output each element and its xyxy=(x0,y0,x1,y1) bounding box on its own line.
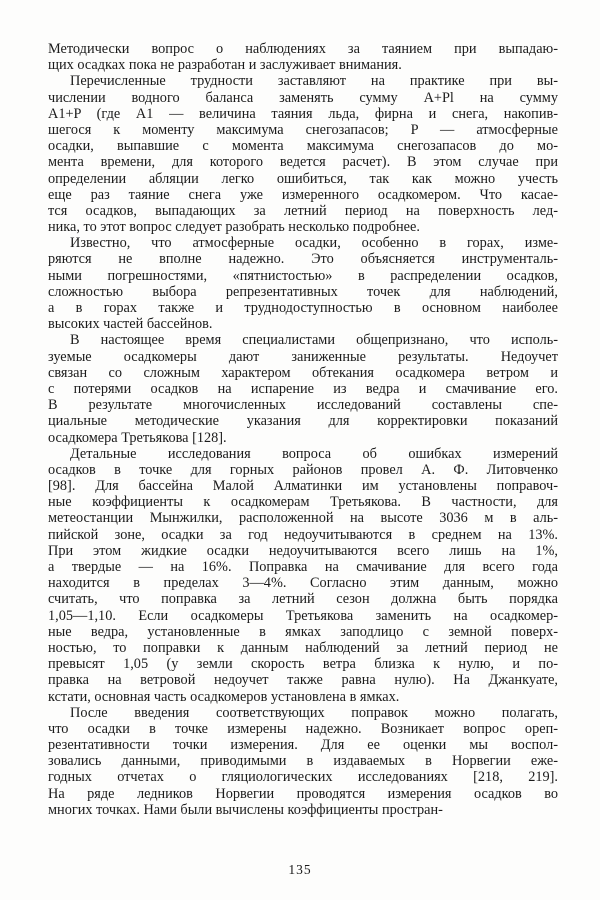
paragraph xyxy=(48,705,558,818)
text-line: превысят 1,05 (у земли скорость ветра близка к нулю, и по- xyxy=(48,656,558,673)
text-line: шегося к моменту максимума снегозапасов; P — атмосферные xyxy=(48,121,558,138)
text-line: многих точках. Нами были вычислены коэффициенты простран- xyxy=(48,801,443,818)
text-line: В результате многочисленных исследований составлены спе- xyxy=(48,397,558,414)
text-line: находится в пределах 3—4%. Согласно этим данным, можно xyxy=(48,575,558,592)
text-line: определении абляции легко ошибиться, так как можно учесть xyxy=(48,170,558,187)
text-line: щих осадках пока не разработан и заслуживает внимания. xyxy=(48,57,402,74)
paragraph xyxy=(48,41,558,73)
text-line: зуемые осадкомеры дают заниженные результаты. Недоучет xyxy=(48,348,558,365)
text-line: После введения соответствующих поправок можно полагать, xyxy=(70,704,558,721)
text-line: A1+P (где A1 — величина таяния льда, фирна и снега, накопив- xyxy=(48,105,558,122)
text-line: Известно, что атмосферные осадки, особенно в горах, изме- xyxy=(70,235,558,252)
text-line: Перечисленные трудности заставляют на практике при вы- xyxy=(70,73,558,90)
text-line: с потерями осадков на испарение из ведра и смачивание его. xyxy=(48,380,558,397)
paragraph xyxy=(48,332,558,445)
body-text xyxy=(48,41,558,818)
text-line: а твердые — на 16%. Поправка на смачивание для всего года xyxy=(48,559,558,575)
text-line: осадкомера Третьякова [128]. xyxy=(48,429,227,446)
text-line: осадки, выпавшие с момента максимума снегозапасов до мо- xyxy=(48,138,558,155)
text-line: годных отчетах о гляциологических исследованиях [218, 219]. xyxy=(48,769,558,786)
text-line: ностью, то поправки к данным наблюдений за летний период не xyxy=(48,639,558,656)
text-line: [98]. Для бассейна Малой Алматинки им установлены поправоч- xyxy=(48,478,558,495)
page-number: 135 xyxy=(288,862,312,877)
text-line: кстати, основная часть осадкомеров установлена в ямках. xyxy=(48,688,400,705)
text-line: 1,05—1,10. Если осадкомеры Третьякова заменить на осадкомер- xyxy=(48,607,558,624)
text-line: сложностью выбора репрезентативных точек для наблюдений, xyxy=(48,283,558,300)
text-line: зовались данными, приводимыми в издаваемых в Норвегии еже- xyxy=(48,753,558,770)
text-line: На ряде ледников Норвегии проводятся измерения осадков во xyxy=(48,785,558,802)
text-line: правка на ветровой недоучет также равна нулю). На Джанкуате, xyxy=(48,672,558,689)
text-line: ные коэффициенты к осадкомерам Третьякова. В частности, для xyxy=(48,494,558,511)
text-line: высоких частей бассейнов. xyxy=(48,316,213,333)
text-line: мента времени, для которого ведется расчет). В этом случае при xyxy=(48,154,558,171)
text-line: тся осадков, выпадающих за летний период на поверхность лед- xyxy=(48,202,558,219)
text-line: метеостанции Мынжилки, расположенной на высоте 3036 м в аль- xyxy=(48,510,558,527)
text-line: осадков в точке для горных районов провел А. Ф. Литовченко xyxy=(48,461,558,478)
text-line: связан со сложным характером обтекания осадкомера ветром и xyxy=(48,364,558,381)
text-line: а в горах также и труднодоступностью в основном наиболее xyxy=(48,300,558,316)
text-line: еще раз таяние снега уже измеренного осадкомером. Что касае- xyxy=(48,186,558,203)
text-line: считать, что поправка за летний сезон должна быть порядка xyxy=(48,591,558,608)
text-line: В настоящее время специалистами общепризнано, что исполь- xyxy=(70,332,558,349)
text-line: пийской зоне, осадки за год недоучитываются в среднем на 13%. xyxy=(48,526,558,543)
paragraph xyxy=(48,73,558,235)
text-line: ными погрешностями, «пятнистостью» в распределении осадков, xyxy=(48,267,558,284)
text-line: Методически вопрос о наблюдениях за таянием при выпадаю- xyxy=(48,41,558,57)
text-line: ника, то этот вопрос следует разобрать несколько подробнее. xyxy=(48,219,420,236)
text-line: ные ведра, установленные в ямках заподлицо с земной поверх- xyxy=(48,623,558,640)
text-line: резентативности точки измерения. Для ее оценки мы воспол- xyxy=(48,737,558,754)
text-line: При этом жидкие осадки недоучитываются всего лишь на 1%, xyxy=(48,542,558,559)
text-line: ряются не вполне надежно. Это объясняется инструменталь- xyxy=(48,251,558,268)
text-line: циальные методические указания для корректировки показаний xyxy=(48,413,558,430)
text-line: числении водного баланса заменять сумму A+Pl на сумму xyxy=(48,89,558,106)
paragraph xyxy=(48,235,558,332)
text-line: Детальные исследования вопроса об ошибках измерений xyxy=(70,445,558,462)
text-line: что осадки в точке измерены надежно. Возникает вопрос ореп- xyxy=(48,720,558,737)
paragraph xyxy=(48,446,558,705)
